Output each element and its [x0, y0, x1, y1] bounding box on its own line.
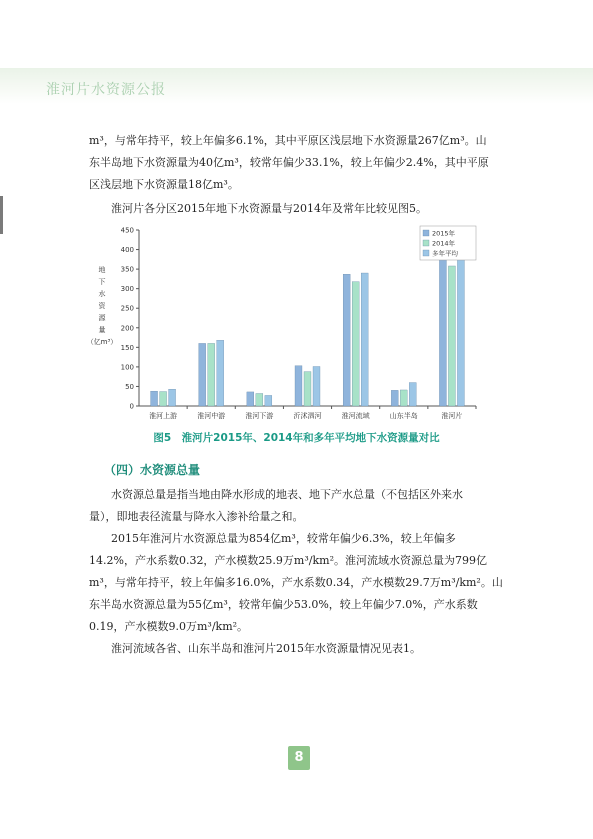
y-axis-label-char: 下 — [98, 278, 106, 286]
bar — [391, 390, 398, 406]
category-label: 淮河流域 — [341, 412, 370, 420]
category-label: 山东半岛 — [389, 412, 418, 420]
running-header: 淮河片水资源公报 — [46, 82, 166, 98]
bar — [361, 273, 368, 406]
y-tick-label: 450 — [120, 226, 134, 235]
text-line: 东半岛地下水资源量为40亿m³，较常年偏少33.1%，较上年偏少2.4%，其中平原 — [89, 156, 489, 169]
chart-intro-text: 淮河片各分区2015年地下水资源量与2014年及常年比较见图5。 — [111, 202, 427, 215]
bar — [169, 389, 176, 406]
bar — [343, 274, 350, 406]
paragraph-table-reference: 淮河流域各省、山东半岛和淮河片2015年水资源量情况见表1。 — [111, 642, 421, 655]
bar — [439, 259, 446, 406]
paragraph-total-definition — [89, 484, 517, 528]
bar — [151, 391, 158, 406]
bar — [409, 383, 416, 406]
category-label: 淮河片 — [441, 412, 463, 420]
legend-label: 2014年 — [432, 239, 456, 248]
page-edge-mark — [0, 196, 3, 234]
legend-swatch — [423, 250, 429, 256]
y-tick-label: 0 — [129, 402, 134, 411]
text-line: 水资源总量是指当地由降水形成的地表、地下产水总量（不包括区外来水 — [111, 488, 463, 501]
legend-swatch — [423, 230, 429, 236]
text-line: 0.19，产水模数9.0万m³/km²。 — [89, 620, 249, 633]
legend-label: 2015年 — [432, 229, 456, 238]
figure-caption: 图5 淮河片2015年、2014年和多年平均地下水资源量对比 — [153, 432, 440, 444]
text-line: 东半岛水资源总量为55亿m³，较常年偏少53.0%，较上年偏少7.0%，产水系数 — [89, 598, 478, 611]
y-axis-label-char: （亿m³） — [86, 338, 118, 346]
y-axis-label-char: 水 — [98, 290, 106, 298]
y-tick-label: 200 — [120, 324, 134, 333]
category-label: 沂沭泗河 — [293, 412, 322, 420]
text-line: 区浅层地下水资源量18亿m³。 — [89, 178, 239, 191]
text-line: m³，与常年持平，较上年偏多16.0%，产水系数0.34，产水模数29.7万m³/km²。山 — [89, 576, 503, 589]
bar — [352, 282, 359, 406]
bar — [217, 340, 224, 406]
bar — [199, 343, 206, 406]
legend-swatch — [423, 240, 429, 246]
page-number: 8 — [288, 746, 310, 770]
bar — [295, 366, 302, 406]
y-tick-label: 300 — [120, 285, 134, 294]
bar — [208, 343, 215, 406]
y-tick-label: 50 — [125, 382, 134, 391]
y-tick-label: 400 — [120, 246, 134, 255]
y-tick-label: 350 — [120, 265, 134, 274]
y-tick-label: 250 — [120, 304, 134, 313]
category-label: 淮河中游 — [197, 412, 226, 420]
bar — [457, 250, 464, 406]
y-axis-label-char: 源 — [98, 314, 106, 322]
y-axis-label-char: 量 — [98, 326, 106, 334]
bar — [313, 366, 320, 406]
bar — [304, 372, 311, 406]
text-line: 14.2%，产水系数0.32，产水模数25.9万m³/km²。淮河流域水资源总量为799亿 — [89, 554, 487, 567]
y-tick-label: 150 — [120, 343, 134, 352]
bar — [256, 393, 263, 406]
bar — [265, 395, 272, 406]
section-heading: （四）水资源总量 — [104, 463, 201, 477]
legend-label: 多年平均 — [432, 249, 458, 258]
paragraph-groundwater-continued — [89, 130, 517, 196]
category-label: 淮河上游 — [149, 412, 178, 420]
y-tick-label: 100 — [120, 363, 134, 372]
text-line: m³，与常年持平，较上年偏多6.1%，其中平原区浅层地下水资源量267亿m³。山 — [89, 134, 487, 147]
text-line: 量），即地表径流量与降水入渗补给量之和。 — [89, 510, 304, 523]
bar — [247, 392, 254, 406]
bar — [400, 390, 407, 406]
y-axis-label-char: 地 — [98, 266, 106, 274]
category-label: 淮河下游 — [245, 412, 274, 420]
paragraph-total-2015 — [89, 528, 517, 638]
text-line: 2015年淮河片水资源总量为854亿m³，较常年偏少6.3%，较上年偏多 — [111, 532, 456, 545]
bar — [448, 266, 455, 406]
y-axis-label-char: 资 — [98, 302, 106, 310]
groundwater-bar-chart — [84, 222, 484, 428]
bar — [160, 392, 167, 406]
